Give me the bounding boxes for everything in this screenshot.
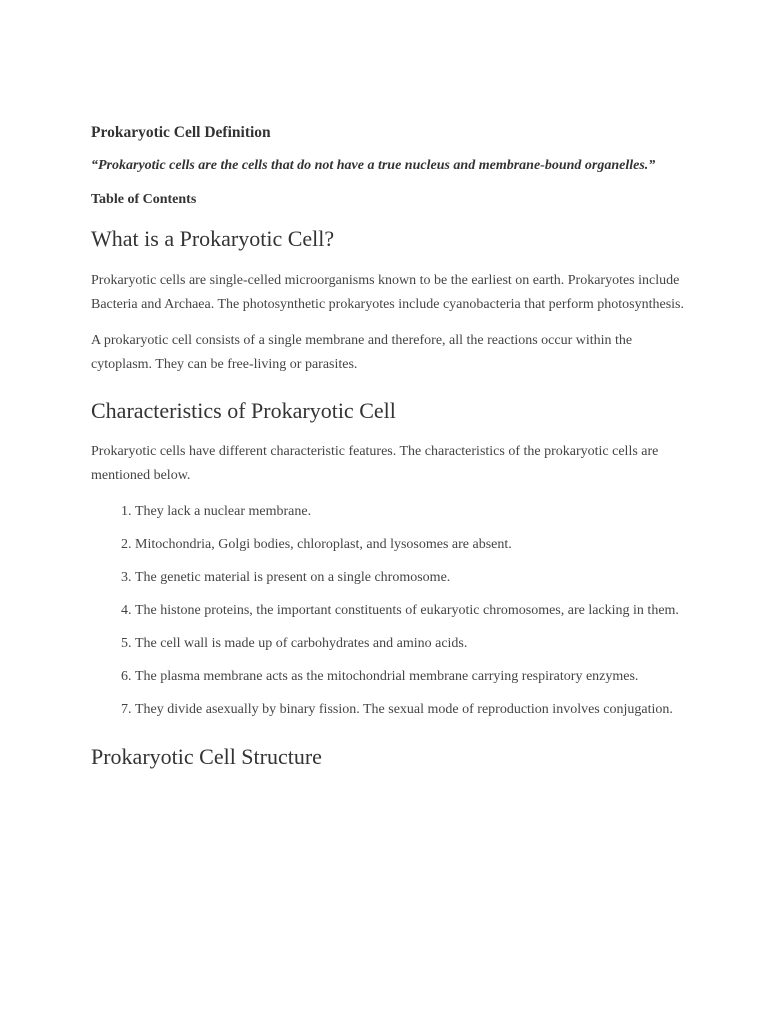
definition-title: Prokaryotic Cell Definition [91, 124, 271, 141]
characteristics-list [91, 500, 691, 722]
list-item: 1. They lack a nuclear membrane. [135, 500, 691, 524]
list-item: 3. The genetic material is present on a single chromosome. [135, 566, 691, 590]
document-page [91, 123, 691, 771]
list-item: 5. The cell wall is made up of carbohydrates and amino acids. [135, 632, 691, 656]
list-item: 2. Mitochondria, Golgi bodies, chloroplast, and lysosomes are absent. [135, 533, 691, 557]
heading-characteristics: Characteristics of Prokaryotic Cell [91, 398, 396, 423]
paragraph-what-2: A prokaryotic cell consists of a single membrane and therefore, all the reactions occur within the cytoplasm. They can be free-living or parasites. [91, 333, 633, 372]
list-item: 4. The histone proteins, the important constituents of eukaryotic chromosomes, are lacking in them. [135, 599, 691, 623]
heading-what-is-prokaryotic-cell: What is a Prokaryotic Cell? [91, 226, 335, 251]
heading-cell-structure: Prokaryotic Cell Structure [91, 743, 322, 769]
list-item: 6. The plasma membrane acts as the mitochondrial membrane carrying respiratory enzymes. [135, 665, 691, 689]
list-item: 7. They divide asexually by binary fission. The sexual mode of reproduction involves conjugation. [135, 698, 691, 722]
table-of-contents-label: Table of Contents [91, 192, 197, 207]
definition-quote: “Prokaryotic cells are the cells that do not have a true nucleus and membrane-bound organelles.” [91, 158, 656, 173]
paragraph-what-1: Prokaryotic cells are single-celled microorganisms known to be the earliest on earth. Prokaryotes include Bacteria and Archaea. The photosynthetic prokaryotes include cyanobacteria that perform photosynthesis. [91, 273, 684, 312]
paragraph-characteristics-intro: Prokaryotic cells have different characteristic features. The characteristics of the prokaryotic cells are mentioned below. [91, 444, 659, 483]
